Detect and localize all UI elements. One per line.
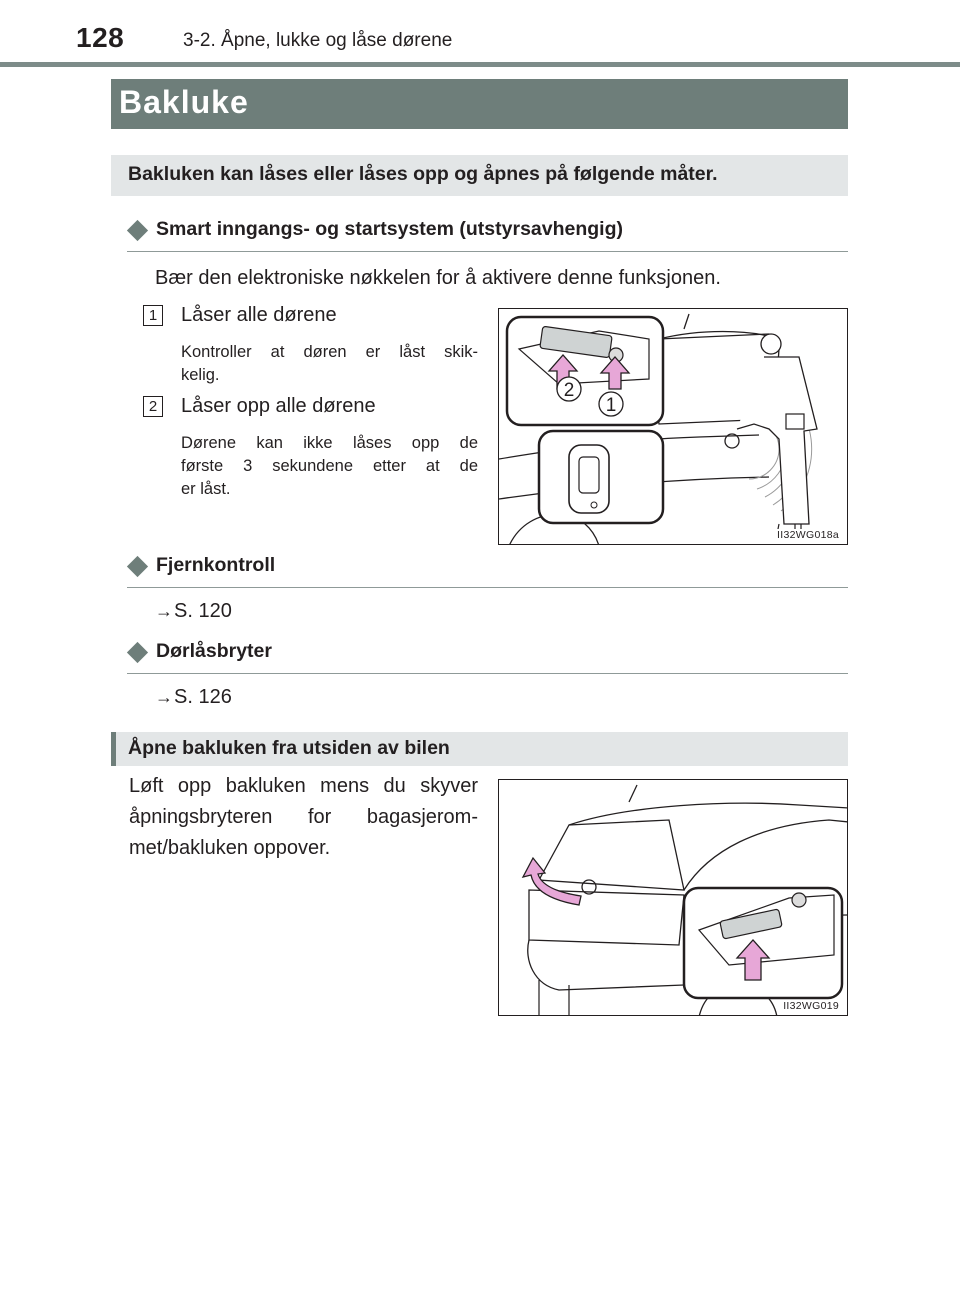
item-number-2: 2 [143,396,163,417]
open-outside-line3: met/bakluken oppover. [129,837,331,859]
arrow-right-icon: → [155,601,173,621]
arrow-right-icon: → [155,687,173,707]
door-switch-heading-text: Dørlåsbryter [156,640,272,662]
open-outside-heading [111,732,848,766]
tailgate-open-illustration [498,779,848,1016]
smart-entry-heading-text: Smart inngangs- og startsystem (utstyrsavhengig) [156,218,624,240]
item-1-note-line1: Kontroller at døren er låst skik- [181,343,478,361]
callout-2: 2 [563,380,575,401]
remote-heading-text: Fjernkontroll [156,554,276,576]
smart-entry-instruction: Bær den elektroniske nøkkelen for å aktivere denne funksjonen. [155,267,721,289]
door-switch-reference [155,686,232,709]
heading-accent-bar [111,732,116,766]
intro-text: Bakluken kan låses eller låses opp og åpnes på følgende måter. [128,163,718,185]
smart-entry-heading [127,218,848,252]
car-rear-person-illustration [499,309,848,545]
item-number-1: 1 [143,305,163,326]
smart-entry-illustration [498,308,848,545]
section-banner [111,79,848,129]
callout-1: 1 [605,395,617,416]
item-1-note-line2: kelig. [181,366,220,384]
item-2-title: Låser opp alle dørene [181,395,376,417]
section-title: Bakluke [119,84,249,120]
open-outside-heading-text: Åpne bakluken fra utsiden av bilen [128,737,450,759]
remote-reference [155,600,232,623]
car-rear-tailgate-illustration [499,780,848,1016]
header-divider [0,62,960,67]
item-1-title: Låser alle dørene [181,304,337,326]
remote-heading [127,554,848,588]
page-number: 128 [76,22,125,53]
diamond-bullet-icon [127,556,148,577]
item-2-note-line2: første 3 sekundene etter at de [181,457,478,475]
open-outside-line2: åpningsbryteren for bagasjerom- [129,806,478,828]
item-2-note-line1: Dørene kan ikke låses opp de [181,434,478,452]
figure-code-1: II32WG018a [777,529,839,541]
item-2-note-line3: er låst. [181,480,231,498]
chapter-title: 3-2. Åpne, lukke og låse dørene [183,30,453,51]
door-switch-heading [127,640,848,674]
remote-reference-text[interactable]: S. 120 [174,600,232,622]
open-outside-line1: Løft opp bakluken mens du skyver [129,775,478,797]
diamond-bullet-icon [127,642,148,663]
intro-box [111,155,848,196]
door-switch-reference-text[interactable]: S. 126 [174,686,232,708]
figure-code-2: II32WG019 [783,1000,839,1012]
diamond-bullet-icon [127,220,148,241]
